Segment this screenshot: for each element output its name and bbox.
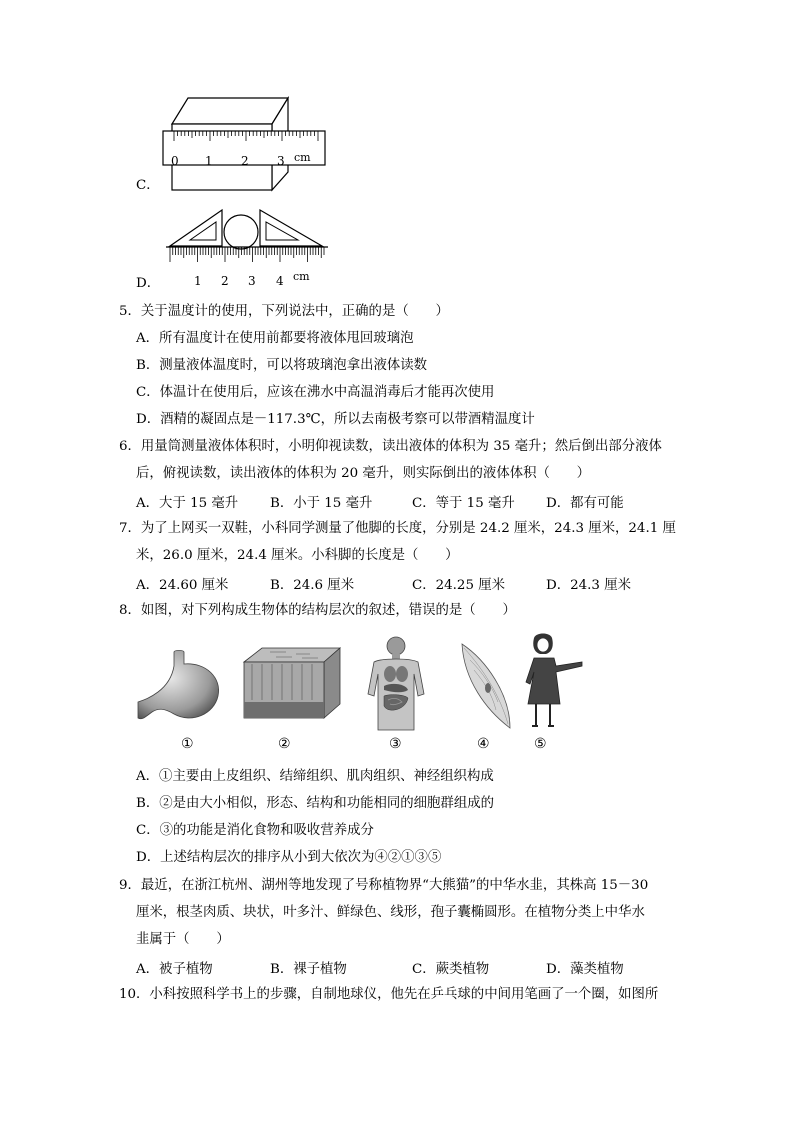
question-7-stem-line2: 米，26.0 厘米，24.4 厘米。小科脚的长度是（ ）: [136, 548, 459, 563]
question-9-option-d: D．藻类植物: [546, 962, 624, 977]
question-10-stem-line1: 10．小科按照科学书上的步骤，自制地球仪，他先在乒乓球的中间用笔画了一个圈，如图所: [119, 987, 659, 1002]
spindle-cell-image: [456, 640, 516, 732]
unit-label: cm: [294, 151, 311, 164]
image-label: ①: [181, 736, 194, 752]
question-5-option-a: A．所有温度计在使用前都要将液体甩回玻璃泡: [136, 331, 414, 346]
question-7-option-c: C．24.25 厘米: [412, 578, 506, 593]
question-5-option-d: D．酒精的凝固点是－117.3℃，所以去南极考察可以带酒精温度计: [136, 412, 535, 427]
figure-d-triangles-ball: [162, 204, 330, 290]
question-7-stem-line1: 7．为了上网买一双鞋，小科同学测量了他脚的长度，分别是 24.2 厘米，24.3 厘米，24.1 厘: [119, 521, 676, 536]
tick-label: 3: [248, 274, 256, 288]
tick-label: 0: [171, 154, 179, 168]
option-d-label: D．: [136, 276, 161, 291]
image-label: ③: [389, 736, 402, 752]
human-systems-image: [358, 634, 434, 732]
image-label: ⑤: [534, 736, 547, 752]
question-6-option-d: D．都有可能: [546, 496, 624, 511]
question-5-stem: 5．关于温度计的使用，下列说法中，正确的是（ ）: [119, 304, 449, 319]
stomach-organ-image: [134, 648, 226, 728]
question-8-option-c: C．③的功能是消化食物和吸收营养成分: [136, 823, 374, 838]
question-9-option-b: B．裸子植物: [270, 962, 347, 977]
image-label: ②: [278, 736, 291, 752]
option-c-label: C．: [136, 178, 160, 193]
question-5-option-b: B．测量液体温度时，可以将玻璃泡拿出液体读数: [136, 358, 428, 373]
question-5-option-c: C．体温计在使用后，应该在沸水中高温消毒后才能再次使用: [136, 385, 495, 400]
tick-label: 4: [276, 274, 284, 288]
question-7-option-d: D．24.3 厘米: [546, 578, 631, 593]
question-9-stem-line3: 韭属于（ ）: [136, 932, 230, 947]
unit-label: cm: [293, 270, 310, 283]
tick-label: 3: [277, 154, 285, 168]
question-8-option-b: B．②是由大小相似，形态、结构和功能相同的细胞群组成的: [136, 796, 494, 811]
question-8-stem: 8．如图，对下列构成生物体的结构层次的叙述，错误的是（ ）: [119, 603, 516, 618]
question-6-stem-line2: 后，俯视读数，读出液体的体积为 20 毫升，则实际倒出的液体体积（ ）: [136, 466, 591, 481]
question-6-option-b: B．小于 15 毫升: [270, 496, 373, 511]
tick-label: 2: [221, 274, 229, 288]
question-6-option-a: A．大于 15 毫升: [136, 496, 239, 511]
tissue-block-image: [240, 644, 344, 724]
question-6-option-c: C．等于 15 毫升: [412, 496, 515, 511]
tick-label: 1: [194, 274, 202, 288]
tick-label: 1: [205, 154, 213, 168]
question-9-option-a: A．被子植物: [136, 962, 213, 977]
question-9-stem-line2: 厘米，根茎肉质、块状，叶多汁、鲜绿色、线形，孢子囊椭圆形。在植物分类上中华水: [136, 905, 645, 920]
question-6-stem-line1: 6．用量筒测量液体体积时，小明仰视读数，读出液体的体积为 35 毫升；然后倒出部分液体: [119, 439, 662, 454]
image-label: ④: [477, 736, 490, 752]
question-7-option-b: B．24.6 厘米: [270, 578, 355, 593]
question-9-stem-line1: 9．最近，在浙江杭州、湖州等地发现了号称植物界“大熊猫”的中华水韭，其株高 15－30: [119, 878, 649, 893]
question-7-option-a: A．24.60 厘米: [136, 578, 229, 593]
figure-c-ruler-block: [160, 94, 330, 194]
tick-label: 2: [241, 154, 249, 168]
question-9-option-c: C．蕨类植物: [412, 962, 490, 977]
question-8-option-a: A．①主要由上皮组织、结缔组织、肌肉组织、神经组织构成: [136, 769, 494, 784]
question-8-option-d: D．上述结构层次的排序从小到大依次为④②①③⑤: [136, 850, 442, 865]
girl-figure-image: [520, 632, 586, 732]
